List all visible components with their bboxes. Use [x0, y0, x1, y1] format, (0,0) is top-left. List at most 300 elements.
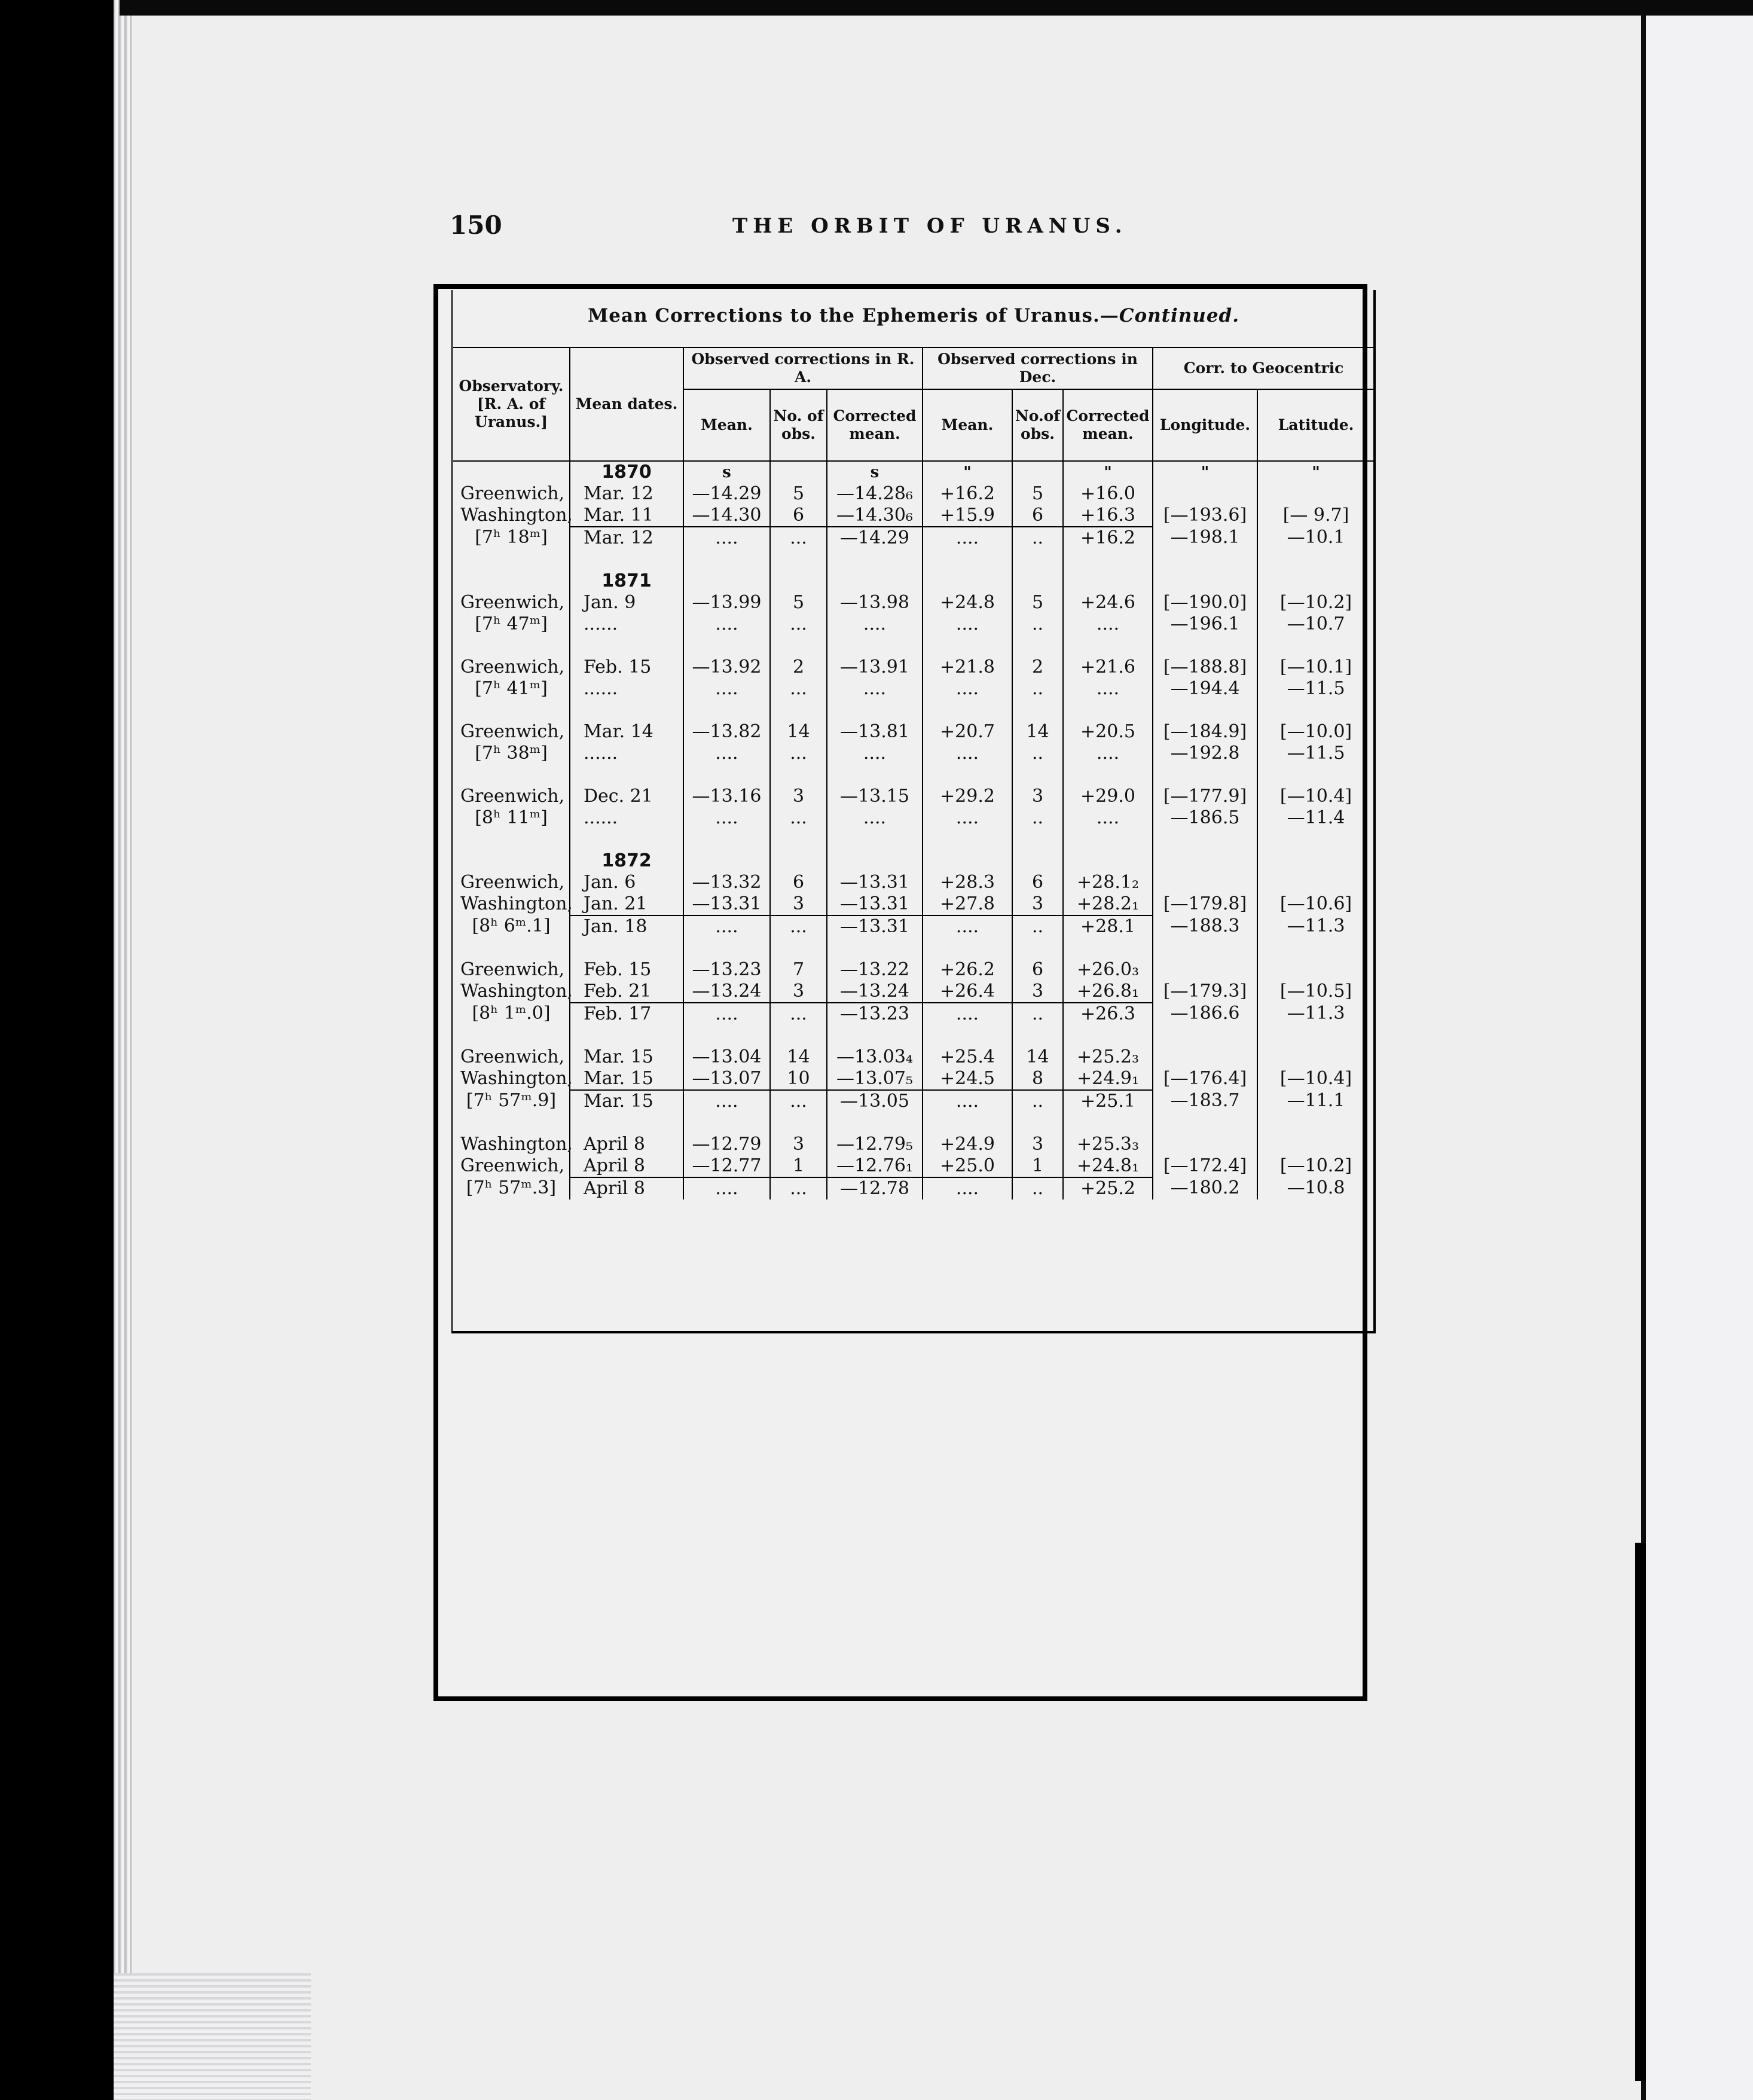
empty-cell — [1063, 700, 1153, 721]
cell-n2: .. — [1012, 678, 1063, 700]
cell-date: ...... — [570, 743, 683, 764]
cell-n1: 3 — [770, 786, 827, 807]
empty-cell — [1012, 764, 1063, 786]
cell-lat — [1257, 1134, 1374, 1155]
empty-cell — [1257, 829, 1374, 850]
empty-cell — [1153, 570, 1257, 592]
cell-dec: +26.2 — [923, 959, 1012, 981]
empty-cell — [827, 829, 923, 850]
empty-cell — [453, 570, 570, 592]
cell-n2: .. — [1012, 743, 1063, 764]
cell-n1: ... — [770, 1090, 827, 1112]
empty-cell — [683, 570, 770, 592]
empty-cell — [923, 764, 1012, 786]
cell-ra: .... — [683, 613, 770, 635]
cell-date: Feb. 15 — [570, 959, 683, 981]
empty-cell — [770, 764, 827, 786]
spacer-row — [453, 938, 1374, 959]
page-edges-left — [114, 0, 132, 2100]
cell-obs: Greenwich, — [460, 959, 565, 980]
table-row — [453, 721, 1374, 743]
cell-date: Jan. 18 — [570, 915, 683, 938]
cell-rac: —13.07₅ — [827, 1068, 923, 1090]
cell-obs: [8ʰ 1ᵐ.0] — [472, 1003, 551, 1024]
empty-cell — [683, 938, 770, 959]
corrections-table — [453, 347, 1374, 1199]
cell-n1: ... — [770, 613, 827, 635]
cell-decc: +26.0₃ — [1063, 959, 1153, 981]
empty-cell — [1153, 549, 1257, 570]
header-observatory: Observatory. [R. A. of Uranus.] — [453, 347, 570, 461]
table-row — [453, 1177, 1374, 1199]
empty-cell — [1257, 1025, 1374, 1046]
unit-mark: s — [683, 461, 770, 483]
cell-ra: —13.16 — [683, 786, 770, 807]
header-geo-group: Corr. to Geocentric — [1153, 347, 1374, 389]
table-row — [453, 1134, 1374, 1155]
empty-cell — [923, 1112, 1012, 1134]
cell-dec: +24.9 — [923, 1134, 1012, 1155]
cell-dec: +20.7 — [923, 721, 1012, 743]
empty-cell — [1012, 1025, 1063, 1046]
cell-rac: —13.23 — [827, 1003, 923, 1025]
cell-date: Jan. 6 — [570, 872, 683, 893]
empty-cell — [1153, 1025, 1257, 1046]
cell-lat: [—10.4] — [1257, 786, 1374, 807]
cell-rac: —12.79₅ — [827, 1134, 923, 1155]
cell-n1: 6 — [770, 505, 827, 527]
cell-n1: 3 — [770, 981, 827, 1003]
cell-date: Feb. 15 — [570, 657, 683, 678]
cell-lon: [—179.3] — [1153, 981, 1257, 1003]
empty-cell — [683, 635, 770, 657]
cell-n2: 3 — [1012, 1134, 1063, 1155]
empty-cell — [1063, 570, 1153, 592]
cell-n1: 5 — [770, 592, 827, 613]
empty-cell — [570, 635, 683, 657]
cell-rac: —13.81 — [827, 721, 923, 743]
empty-cell — [827, 635, 923, 657]
empty-cell — [827, 764, 923, 786]
empty-cell — [570, 1112, 683, 1134]
unit-mark: " — [1257, 461, 1374, 483]
spacer-row — [453, 1112, 1374, 1134]
cell-n1: 10 — [770, 1068, 827, 1090]
cell-ra: .... — [683, 807, 770, 829]
year-label: 1871 — [570, 570, 683, 592]
cell-n2: 5 — [1012, 483, 1063, 505]
spacer-row — [453, 635, 1374, 657]
cell-n2: .. — [1012, 1003, 1063, 1025]
cell-n2: 3 — [1012, 893, 1063, 915]
cell-lat: —11.5 — [1257, 678, 1374, 700]
empty-cell — [827, 570, 923, 592]
empty-cell — [570, 938, 683, 959]
cell-lat — [1257, 959, 1374, 981]
table-row — [453, 527, 1374, 549]
cell-dec: +21.8 — [923, 657, 1012, 678]
cell-ra: —13.31 — [683, 893, 770, 915]
cell-rac: —13.03₄ — [827, 1046, 923, 1068]
cell-date: ...... — [570, 613, 683, 635]
table-row — [453, 657, 1374, 678]
cell-rac: —13.24 — [827, 981, 923, 1003]
cell-dec: .... — [923, 1177, 1012, 1199]
cell-ra: —13.23 — [683, 959, 770, 981]
empty-cell — [683, 850, 770, 872]
table-row — [453, 505, 1374, 527]
cell-ra: —14.30 — [683, 505, 770, 527]
empty-cell — [453, 549, 570, 570]
cell-decc: +26.3 — [1063, 1003, 1153, 1025]
cell-lon: —186.5 — [1153, 807, 1257, 829]
cell-decc: +25.3₃ — [1063, 1134, 1153, 1155]
empty-cell — [1012, 700, 1063, 721]
cell-date: Jan. 21 — [570, 893, 683, 915]
cell-decc: +29.0 — [1063, 786, 1153, 807]
cell-dec: +24.5 — [923, 1068, 1012, 1090]
empty-cell — [923, 829, 1012, 850]
cell-dec: .... — [923, 743, 1012, 764]
cell-obs: Washington, — [460, 1134, 573, 1155]
cell-n2: .. — [1012, 1090, 1063, 1112]
cell-n1: ... — [770, 1003, 827, 1025]
cell-n2: 6 — [1012, 505, 1063, 527]
table-caption — [451, 305, 1376, 326]
cell-n2: .. — [1012, 915, 1063, 938]
cell-decc: +16.0 — [1063, 483, 1153, 505]
cell-lon — [1153, 959, 1257, 981]
cell-ra: .... — [683, 915, 770, 938]
binding-mark — [1635, 1543, 1646, 2081]
empty-cell — [1257, 635, 1374, 657]
empty-cell — [923, 938, 1012, 959]
header-longitude: Longitude. — [1153, 389, 1257, 461]
empty-cell — [770, 829, 827, 850]
cell-obs: Greenwich, — [460, 872, 565, 893]
year-label: 1872 — [570, 850, 683, 872]
cell-rac: —13.05 — [827, 1090, 923, 1112]
empty-cell — [1153, 1112, 1257, 1134]
cell-date: Mar. 14 — [570, 721, 683, 743]
cell-dec: .... — [923, 1090, 1012, 1112]
cell-date: Dec. 21 — [570, 786, 683, 807]
header-dec-no-obs: No.of obs. — [1012, 389, 1063, 461]
header-ra-group: Observed corrections in R. A. — [683, 347, 923, 389]
cell-n2: 5 — [1012, 592, 1063, 613]
cell-date: April 8 — [570, 1177, 683, 1199]
cell-lat: [—10.1] — [1257, 657, 1374, 678]
table-row — [453, 1155, 1374, 1177]
cell-decc: +16.2 — [1063, 527, 1153, 549]
cell-lat: [—10.6] — [1257, 893, 1374, 915]
cell-obs: Greenwich, — [460, 483, 565, 504]
unit-mark: s — [827, 461, 923, 483]
empty-cell — [770, 570, 827, 592]
empty-cell — [1153, 829, 1257, 850]
cell-obs: [8ʰ 6ᵐ.1] — [472, 915, 551, 936]
empty-cell — [827, 850, 923, 872]
empty-cell — [1063, 938, 1153, 959]
cell-decc: .... — [1063, 678, 1153, 700]
unit-mark: " — [923, 461, 1012, 483]
cell-decc: +24.9₁ — [1063, 1068, 1153, 1090]
cell-dec: +16.2 — [923, 483, 1012, 505]
cell-rac: —12.78 — [827, 1177, 923, 1199]
cell-date: Mar. 15 — [570, 1090, 683, 1112]
cell-decc: +16.3 — [1063, 505, 1153, 527]
cell-ra: .... — [683, 527, 770, 549]
cell-rac: —13.31 — [827, 915, 923, 938]
cell-lat: —11.3 — [1257, 915, 1374, 938]
cell-lon: —198.1 — [1153, 527, 1257, 549]
cell-n2: 2 — [1012, 657, 1063, 678]
cell-date: Feb. 17 — [570, 1003, 683, 1025]
year-label: 1870 — [570, 461, 683, 483]
cell-obs: [7ʰ 57ᵐ.3] — [466, 1177, 557, 1198]
spacer-row — [453, 1025, 1374, 1046]
cell-decc: +25.1 — [1063, 1090, 1153, 1112]
table-row — [453, 981, 1374, 1003]
empty-cell — [923, 700, 1012, 721]
empty-cell — [1257, 764, 1374, 786]
cell-n1: 3 — [770, 1134, 827, 1155]
empty-cell — [683, 764, 770, 786]
cell-lon: —186.6 — [1153, 1003, 1257, 1025]
empty-cell — [683, 1112, 770, 1134]
cell-rac: —14.28₆ — [827, 483, 923, 505]
cell-decc: +28.2₁ — [1063, 893, 1153, 915]
empty-cell — [453, 764, 570, 786]
cell-date: Mar. 12 — [570, 527, 683, 549]
cell-rac: —13.91 — [827, 657, 923, 678]
cell-obs: [8ʰ 11ᵐ] — [475, 807, 548, 828]
cell-decc: +24.6 — [1063, 592, 1153, 613]
unit-mark: " — [1063, 461, 1153, 483]
cell-obs: [7ʰ 47ᵐ] — [475, 613, 548, 634]
cell-lon: —183.7 — [1153, 1090, 1257, 1112]
cell-n2: 3 — [1012, 786, 1063, 807]
empty-cell — [1012, 461, 1063, 483]
cell-lon: —188.3 — [1153, 915, 1257, 938]
empty-cell — [770, 850, 827, 872]
scan-left-border — [0, 0, 114, 2100]
empty-cell — [1257, 549, 1374, 570]
cell-dec: +28.3 — [923, 872, 1012, 893]
cell-dec: .... — [923, 613, 1012, 635]
cell-lon — [1153, 1134, 1257, 1155]
empty-cell — [1257, 700, 1374, 721]
cell-dec: .... — [923, 915, 1012, 938]
cell-lat: [—10.5] — [1257, 981, 1374, 1003]
empty-cell — [1012, 570, 1063, 592]
empty-cell — [827, 938, 923, 959]
cell-obs: [7ʰ 18ᵐ] — [475, 527, 548, 548]
cell-ra: —13.82 — [683, 721, 770, 743]
empty-cell — [1257, 1112, 1374, 1134]
cell-decc: +26.8₁ — [1063, 981, 1153, 1003]
empty-cell — [1257, 938, 1374, 959]
cell-ra: —13.04 — [683, 1046, 770, 1068]
empty-cell — [827, 549, 923, 570]
cell-lat — [1257, 872, 1374, 893]
cell-n2: 8 — [1012, 1068, 1063, 1090]
cell-decc: +28.1₂ — [1063, 872, 1153, 893]
cell-lat: —10.8 — [1257, 1177, 1374, 1199]
table-row — [453, 915, 1374, 938]
cell-n2: 6 — [1012, 872, 1063, 893]
cell-lon: —194.4 — [1153, 678, 1257, 700]
cell-decc: .... — [1063, 743, 1153, 764]
empty-cell — [1012, 850, 1063, 872]
year-row — [453, 850, 1374, 872]
cell-lat: [—10.0] — [1257, 721, 1374, 743]
cell-n1: 3 — [770, 893, 827, 915]
cell-n2: 1 — [1012, 1155, 1063, 1177]
cell-lon: [—188.8] — [1153, 657, 1257, 678]
empty-cell — [827, 700, 923, 721]
empty-cell — [1063, 549, 1153, 570]
cell-n2: 6 — [1012, 959, 1063, 981]
table-row — [453, 786, 1374, 807]
empty-cell — [770, 1112, 827, 1134]
cell-obs: Greenwich, — [460, 1046, 565, 1067]
cell-obs: Greenwich, — [460, 721, 565, 742]
table-row — [453, 959, 1374, 981]
cell-lon: [—184.9] — [1153, 721, 1257, 743]
empty-cell — [683, 700, 770, 721]
cell-ra: .... — [683, 1090, 770, 1112]
empty-cell — [683, 1025, 770, 1046]
cell-obs: Greenwich, — [460, 657, 565, 677]
cell-lon — [1153, 1046, 1257, 1068]
page-number: 150 — [450, 210, 502, 240]
header-ra-corrected: Corrected mean. — [827, 389, 923, 461]
empty-cell — [1153, 764, 1257, 786]
empty-cell — [683, 549, 770, 570]
cell-dec: +24.8 — [923, 592, 1012, 613]
empty-cell — [570, 1025, 683, 1046]
cell-rac: —12.76₁ — [827, 1155, 923, 1177]
cell-rac: —13.98 — [827, 592, 923, 613]
cell-date: April 8 — [570, 1155, 683, 1177]
cell-decc: +20.5 — [1063, 721, 1153, 743]
spacer-row — [453, 764, 1374, 786]
cell-n1: 1 — [770, 1155, 827, 1177]
table-row — [453, 678, 1374, 700]
cell-dec: .... — [923, 1003, 1012, 1025]
running-head: THE ORBIT OF URANUS. — [732, 214, 1128, 238]
table-row — [453, 1003, 1374, 1025]
cell-obs: Greenwich, — [460, 592, 565, 613]
cell-dec: +29.2 — [923, 786, 1012, 807]
cell-ra: —12.79 — [683, 1134, 770, 1155]
cell-rac: .... — [827, 678, 923, 700]
cell-dec: .... — [923, 678, 1012, 700]
cell-n1: 14 — [770, 1046, 827, 1068]
empty-cell — [923, 635, 1012, 657]
empty-cell — [923, 850, 1012, 872]
empty-cell — [1257, 570, 1374, 592]
cell-date: Mar. 15 — [570, 1068, 683, 1090]
empty-cell — [923, 570, 1012, 592]
cell-rac: .... — [827, 743, 923, 764]
cell-dec: +15.9 — [923, 505, 1012, 527]
empty-cell — [770, 1025, 827, 1046]
table-row — [453, 592, 1374, 613]
cell-date: Jan. 9 — [570, 592, 683, 613]
spacer-row — [453, 829, 1374, 850]
cell-n2: 14 — [1012, 1046, 1063, 1068]
cell-lon — [1153, 483, 1257, 505]
cell-obs: Greenwich, — [460, 786, 565, 807]
cell-ra: —12.77 — [683, 1155, 770, 1177]
cell-date: Mar. 11 — [570, 505, 683, 527]
cell-lat: —11.4 — [1257, 807, 1374, 829]
cell-n2: .. — [1012, 613, 1063, 635]
cell-lat: [— 9.7] — [1257, 505, 1374, 527]
cell-lat: [—10.2] — [1257, 1155, 1374, 1177]
spacer-row — [453, 700, 1374, 721]
header-ra-mean: Mean. — [683, 389, 770, 461]
cell-n1: 5 — [770, 483, 827, 505]
cell-dec: +25.0 — [923, 1155, 1012, 1177]
cell-obs: Washington, — [460, 893, 573, 914]
empty-cell — [1012, 1112, 1063, 1134]
empty-cell — [453, 700, 570, 721]
cell-obs: Washington, — [460, 981, 573, 1002]
cell-lon: —196.1 — [1153, 613, 1257, 635]
table-row — [453, 893, 1374, 915]
cell-rac: —13.31 — [827, 893, 923, 915]
header-dec-group: Observed corrections in Dec. — [923, 347, 1153, 389]
caption-continued: Continued. — [1119, 305, 1240, 326]
cell-dec: +27.8 — [923, 893, 1012, 915]
scan-top-border — [120, 0, 1753, 16]
cell-n1: ... — [770, 527, 827, 549]
empty-cell — [1153, 938, 1257, 959]
cell-decc: +24.8₁ — [1063, 1155, 1153, 1177]
empty-cell — [1012, 549, 1063, 570]
table-row — [453, 613, 1374, 635]
empty-cell — [1063, 764, 1153, 786]
cell-date: Feb. 21 — [570, 981, 683, 1003]
cell-ra: —13.24 — [683, 981, 770, 1003]
cell-obs: Washington, — [460, 505, 573, 526]
table-row — [453, 1068, 1374, 1090]
cell-decc: +21.6 — [1063, 657, 1153, 678]
empty-cell — [1153, 635, 1257, 657]
cell-lon — [1153, 872, 1257, 893]
cell-n1: 7 — [770, 959, 827, 981]
cell-date: ...... — [570, 678, 683, 700]
empty-cell — [770, 549, 827, 570]
empty-cell — [570, 549, 683, 570]
empty-cell — [453, 850, 570, 872]
empty-cell — [770, 700, 827, 721]
cell-ra: —13.92 — [683, 657, 770, 678]
cell-lat: [—10.4] — [1257, 1068, 1374, 1090]
empty-cell — [1012, 829, 1063, 850]
cell-rac: —13.31 — [827, 872, 923, 893]
cell-decc: +25.2 — [1063, 1177, 1153, 1199]
cell-decc: .... — [1063, 613, 1153, 635]
cell-rac: —13.15 — [827, 786, 923, 807]
empty-cell — [923, 549, 1012, 570]
cell-n1: ... — [770, 678, 827, 700]
cell-ra: —13.32 — [683, 872, 770, 893]
cell-lon: —192.8 — [1153, 743, 1257, 764]
